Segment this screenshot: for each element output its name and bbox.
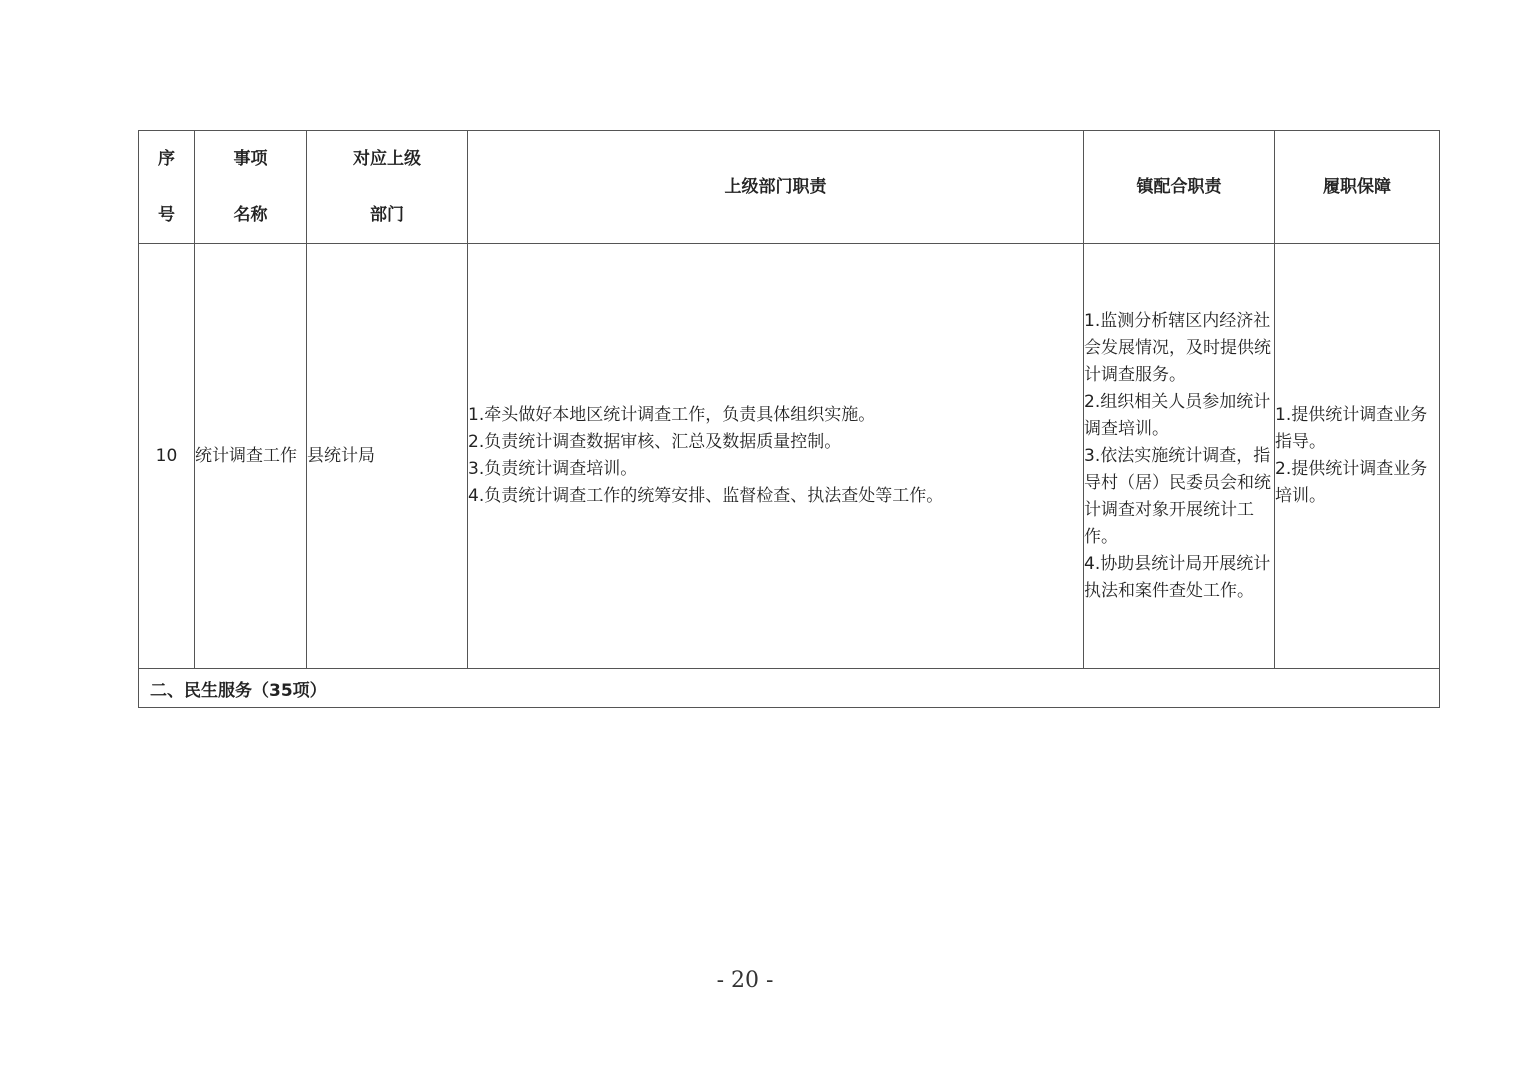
town-duty-item: 1.监测分析辖区内经济社会发展情况，及时提供统计调查服务。 <box>1084 310 1271 385</box>
header-name: 事项 名称 <box>195 131 307 244</box>
duty-table <box>138 130 1440 708</box>
cell-name: 统计调查工作 <box>195 244 307 669</box>
section-row <box>139 669 1440 708</box>
table-row <box>139 244 1440 669</box>
guarantee-item: 1.提供统计调查业务指导。 <box>1275 405 1428 452</box>
upper-duty-item: 4.负责统计调查工作的统筹安排、监督检查、执法查处等工作。 <box>468 486 944 506</box>
cell-town-duty <box>1084 244 1275 669</box>
upper-duty-item: 2.负责统计调查数据审核、汇总及数据质量控制。 <box>468 432 842 452</box>
cell-guarantee <box>1275 244 1440 669</box>
town-duty-item: 3.依法实施统计调查，指导村（居）民委员会和统计调查对象开展统计工作。 <box>1084 445 1271 547</box>
town-duty-item: 4.协助县统计局开展统计执法和案件查处工作。 <box>1084 553 1271 601</box>
cell-upper-duty <box>468 244 1084 669</box>
header-guarantee: 履职保障 <box>1275 131 1440 244</box>
header-num: 序 号 <box>139 131 195 244</box>
header-town-duty: 镇配合职责 <box>1084 131 1275 244</box>
town-duty-item: 2.组织相关人员参加统计调查培训。 <box>1084 391 1271 439</box>
section-title: 二、民生服务（35项） <box>139 669 1440 708</box>
cell-num: 10 <box>139 244 195 669</box>
page-number: - 20 - <box>716 968 774 993</box>
cell-upper-dept: 县统计局 <box>307 244 468 669</box>
header-row <box>139 131 1440 244</box>
guarantee-item: 2.提供统计调查业务培训。 <box>1275 459 1428 506</box>
header-upper-duty: 上级部门职责 <box>468 131 1084 244</box>
header-upper-dept: 对应上级 部门 <box>307 131 468 244</box>
upper-duty-item: 3.负责统计调查培训。 <box>468 459 638 479</box>
upper-duty-item: 1.牵头做好本地区统计调查工作，负责具体组织实施。 <box>468 405 876 425</box>
